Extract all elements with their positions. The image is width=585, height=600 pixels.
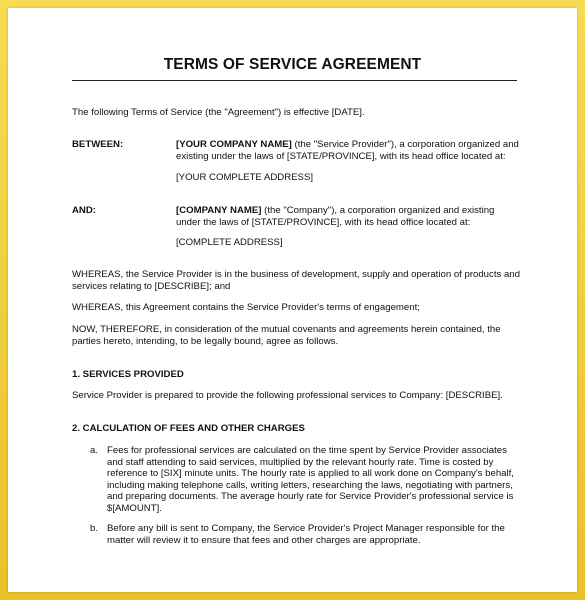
- between-line1: [176, 139, 519, 151]
- between-party-name: [YOUR COMPANY NAME]: [176, 139, 292, 150]
- now-therefore-line2: parties hereto, intending, to be legally bound, agree as follows.: [72, 336, 339, 347]
- item-a-line: Fees for professional services are calculated on the time spent by Service Provider associates: [107, 445, 507, 456]
- between-line2: existing under the laws of [STATE/PROVINCE], with its head office located at:: [176, 151, 506, 162]
- and-line2: under the laws of [STATE/PROVINCE], with its head office located at:: [176, 217, 471, 228]
- whereas2-text: WHEREAS, this Agreement contains the Service Provider's terms of engagement;: [72, 302, 420, 313]
- and-label: AND:: [72, 205, 96, 216]
- item-a-marker: a.: [90, 445, 99, 456]
- intro-text: The following Terms of Service (the "Agreement") is effective [DATE].: [72, 107, 365, 118]
- document-page: [8, 8, 577, 592]
- item-a-line: reference to [SIX] minute units. The hourly rate is applied to all work done on Company's behalf,: [107, 468, 514, 479]
- item-b-line: Before any bill is sent to Company, the Service Provider's Project Manager responsible for the: [107, 523, 505, 534]
- item-b-line: matter will review it to ensure that fees and other charges are appropriate.: [107, 535, 421, 546]
- title-rule: [72, 80, 517, 81]
- between-address: [YOUR COMPLETE ADDRESS]: [176, 172, 314, 183]
- between-label: BETWEEN:: [72, 139, 124, 150]
- section2-heading: 2. CALCULATION OF FEES AND OTHER CHARGES: [72, 423, 305, 434]
- now-therefore-line1: NOW, THEREFORE, in consideration of the mutual covenants and agreements herein contained, the: [72, 324, 501, 335]
- whereas1-line2: services relating to [DESCRIBE]; and: [72, 281, 231, 292]
- whereas1-line1: WHEREAS, the Service Provider is in the business of development, supply and operation of products and: [72, 269, 520, 280]
- item-a-line: including making telephone calls, writing letters, researching the laws, negotiating with partners,: [107, 480, 513, 491]
- item-a-line: and staff attending to said services, multiplied by the relevant hourly rate. Time is costed by: [107, 457, 494, 468]
- and-line1: [176, 205, 494, 217]
- document-title: TERMS OF SERVICE AGREEMENT: [163, 56, 422, 73]
- section1-heading: 1. SERVICES PROVIDED: [72, 369, 184, 380]
- between-line1-rest: (the "Service Provider"), a corporation organized and: [291, 139, 519, 150]
- section1-text: Service Provider is prepared to provide the following professional services to Company: [DESCRIBE].: [72, 390, 503, 401]
- and-address: [COMPLETE ADDRESS]: [176, 237, 283, 248]
- and-line1-rest: (the "Company"), a corporation organized and existing: [261, 205, 495, 216]
- item-b-marker: b.: [90, 523, 99, 534]
- and-party-name: [COMPANY NAME]: [176, 205, 262, 216]
- item-a-line: and preparing documents. The average hourly rate for Service Provider's professional service is: [107, 491, 514, 502]
- item-a-line: $[AMOUNT].: [107, 503, 162, 514]
